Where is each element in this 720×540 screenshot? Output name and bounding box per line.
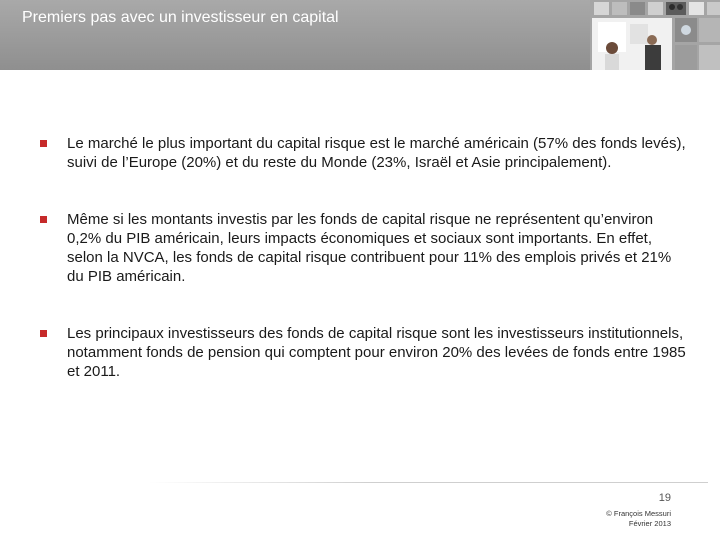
slide-header	[0, 0, 720, 70]
bullet-item	[40, 210, 690, 286]
footer-divider	[148, 482, 708, 483]
bullet-square-icon	[40, 330, 47, 337]
bullet-text: Même si les montants investis par les fonds de capital risque ne représentent qu’environ 0,2% du PIB américain, leurs impacts économiques et sociaux sont importants. En effet, selon la NVCA, les fonds de capital risque contribuent pour 11% des emplois privés et 21% du PIB américain.	[67, 211, 672, 285]
copyright-date: Février 2013	[628, 519, 671, 528]
photo-collage-image	[590, 0, 720, 70]
page-number: 19	[658, 492, 671, 504]
bullet-item	[40, 324, 690, 381]
bullet-square-icon	[40, 216, 47, 223]
bullet-text: Les principaux investisseurs des fonds de capital risque sont les investisseurs institutionnels, notamment fonds de pension qui comptent pour environ 20% des levées de fonds entre 1985 et 2011.	[67, 325, 686, 380]
header-photo-collage	[590, 0, 720, 70]
bullet-square-icon	[40, 140, 47, 147]
bullet-item	[40, 134, 690, 172]
copyright-author: © François Messuri	[606, 509, 671, 518]
bullet-text: Le marché le plus important du capital risque est le marché américain (57% des fonds levés), suivi de l’Europe (20%) et du reste du Monde (23%, Israël et Asie principalement).	[67, 135, 686, 171]
slide-title: Premiers pas avec un investisseur en capital	[22, 9, 339, 26]
copyright-notice	[606, 509, 671, 529]
bullet-list	[40, 134, 690, 419]
